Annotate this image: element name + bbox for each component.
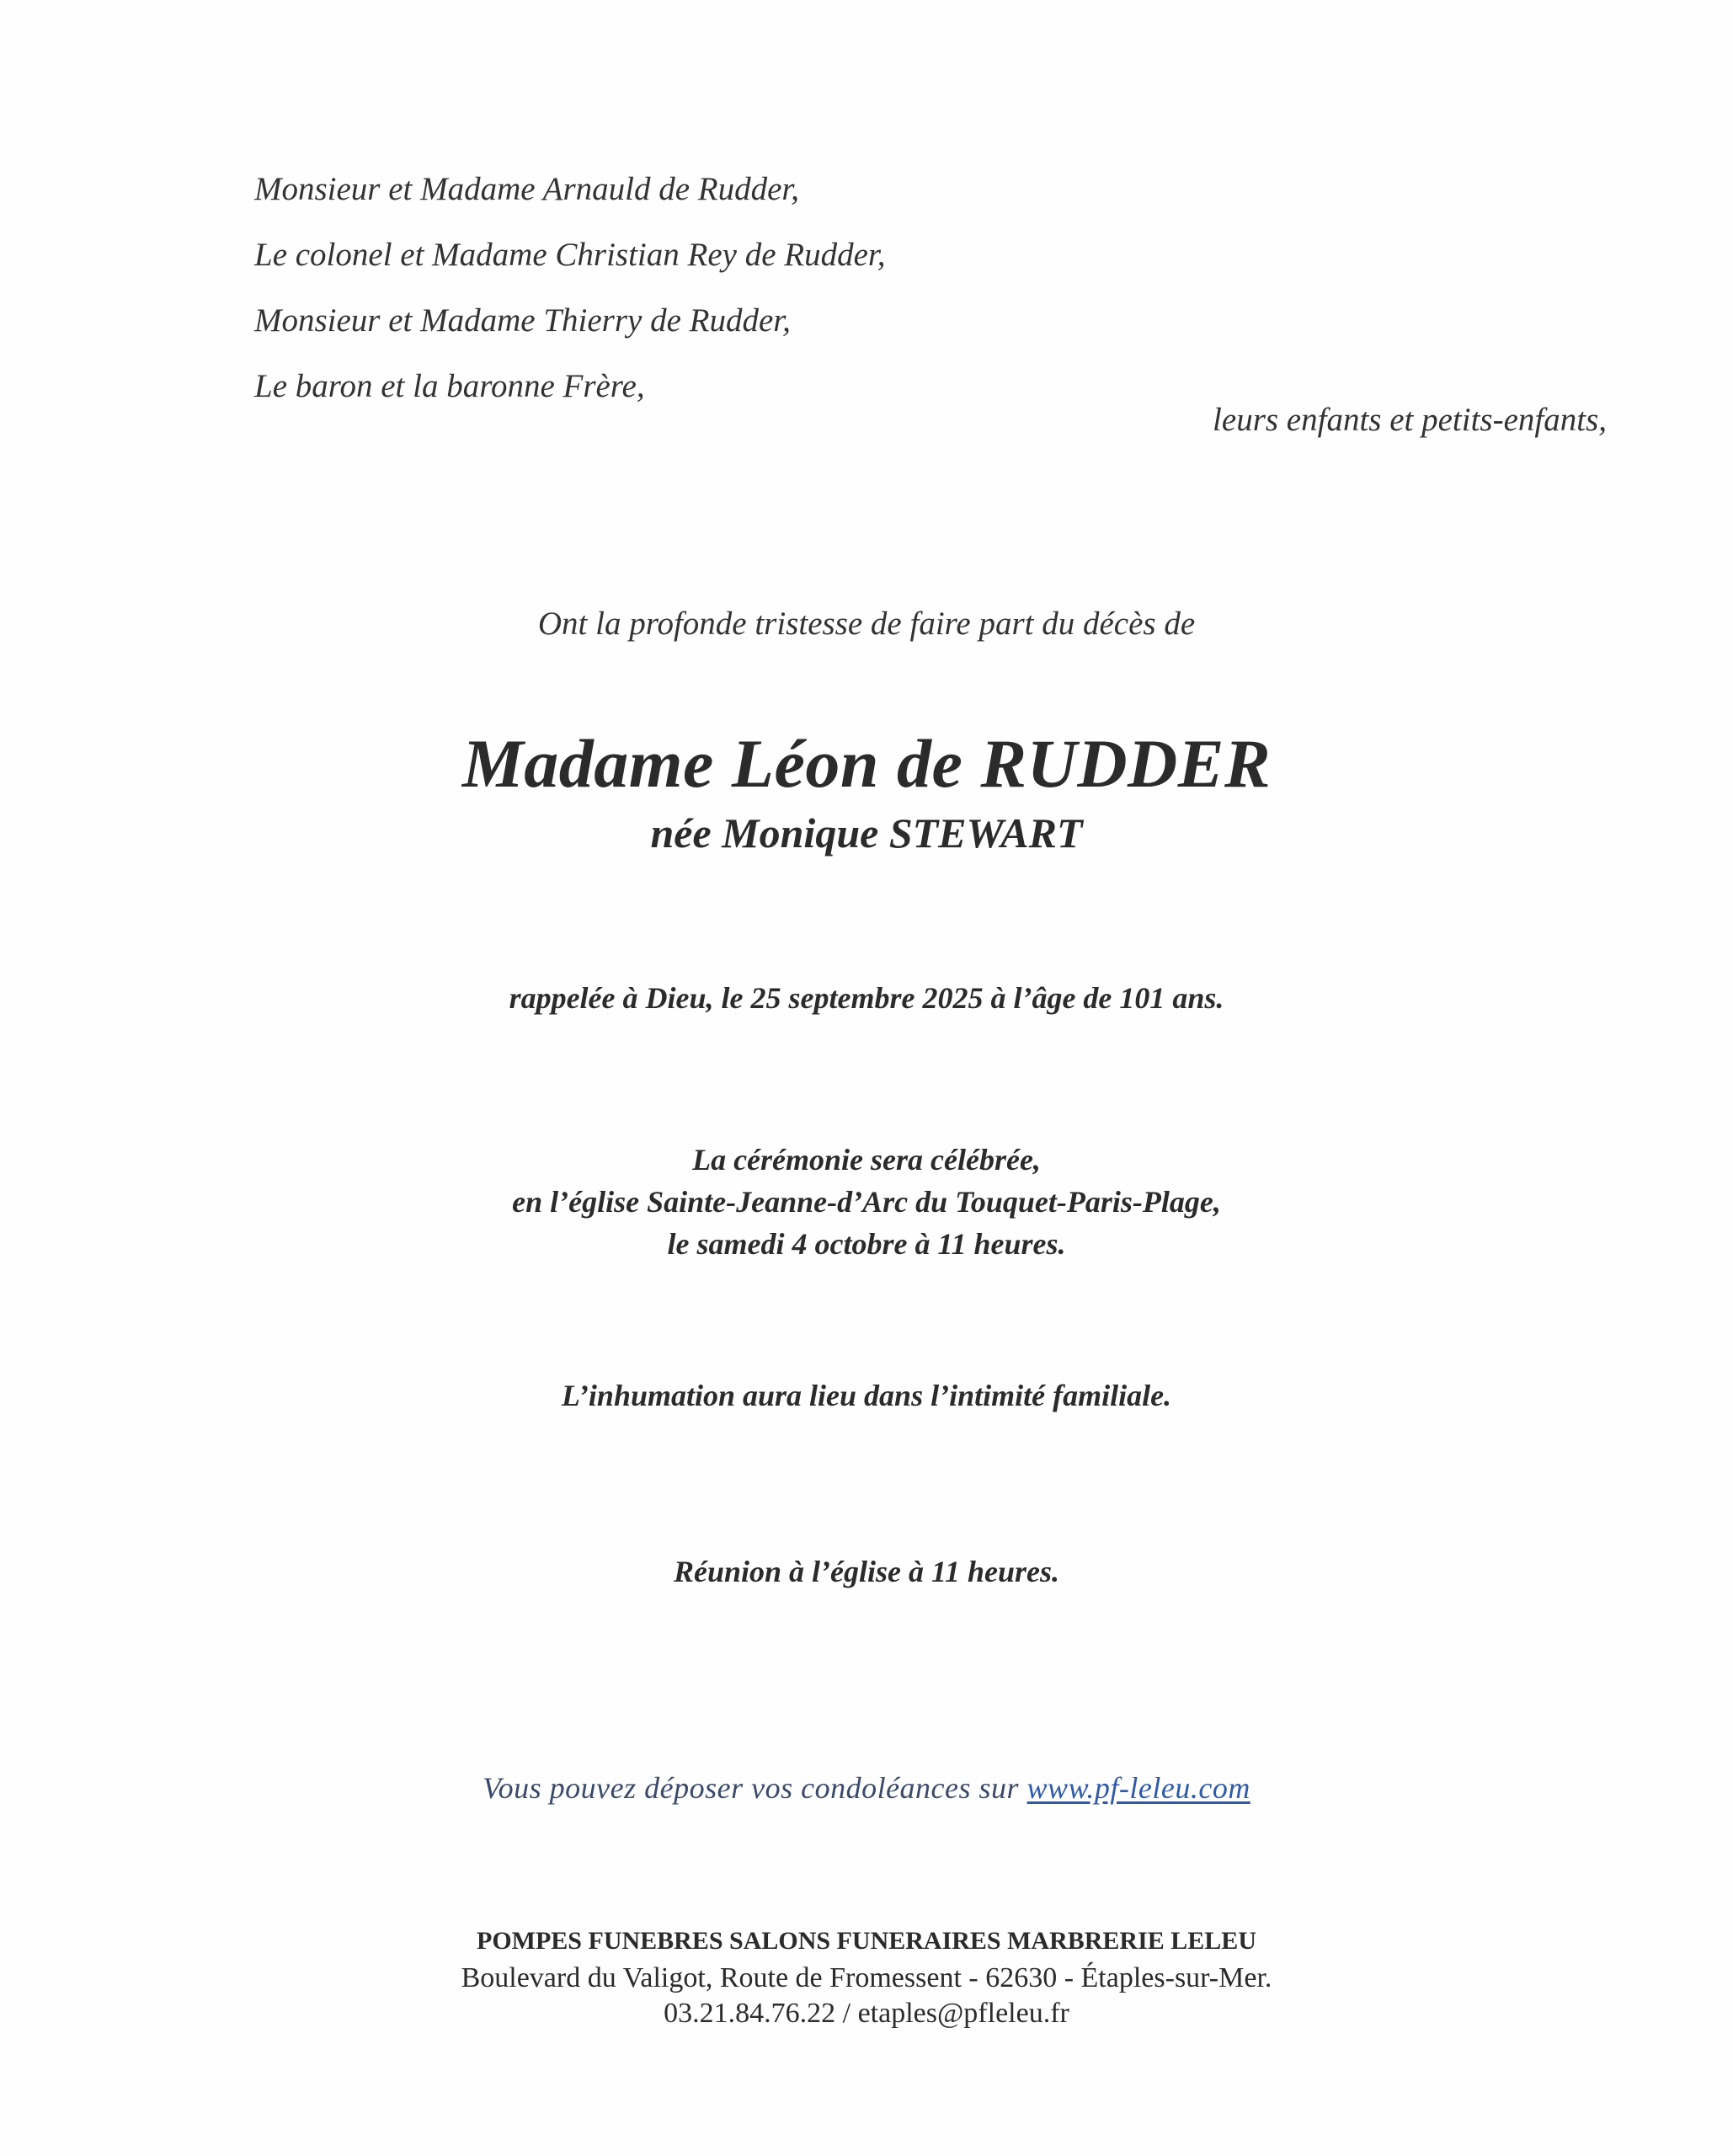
- family-line: Monsieur et Madame Thierry de Rudder,: [254, 302, 791, 339]
- reunion-line: Réunion à l’église à 11 heures.: [673, 1555, 1060, 1588]
- deceased-name: Madame Léon de RUDDER: [461, 725, 1272, 802]
- funeral-home-name: POMPES FUNEBRES SALONS FUNERAIRES MARBRERIE LELEU: [477, 1927, 1256, 1955]
- family-list: [254, 157, 886, 419]
- family-line: Le baron et la baronne Frère,: [254, 368, 645, 404]
- ceremony-line: en l’église Sainte-Jeanne-d’Arc du Touquet-Paris-Plage,: [512, 1185, 1221, 1219]
- descendants-line: leurs enfants et petits-enfants,: [1213, 402, 1607, 438]
- announcement-intro: Ont la profonde tristesse de faire part du décès de: [537, 606, 1196, 642]
- condolences-line: [0, 1770, 1733, 1806]
- funeral-home-address: Boulevard du Valigot, Route de Fromessent - 62630 - Étaples-sur-Mer.: [461, 1962, 1272, 1993]
- burial-line: L’inhumation aura lieu dans l’intimité familiale.: [561, 1379, 1172, 1412]
- ceremony-line: La cérémonie sera célébrée,: [692, 1143, 1041, 1177]
- ceremony-details: [0, 1139, 1733, 1265]
- funeral-home-contact: 03.21.84.76.22 / etaples@pfleleu.fr: [664, 1998, 1069, 2029]
- condolences-text: Vous pouvez déposer vos condoléances sur: [483, 1771, 1027, 1805]
- death-date-line: rappelée à Dieu, le 25 septembre 2025 à l’âge de 101 ans.: [509, 981, 1224, 1015]
- condolences-link[interactable]: www.pf-leleu.com: [1026, 1771, 1250, 1805]
- family-line: Monsieur et Madame Arnauld de Rudder,: [254, 171, 800, 207]
- ceremony-line: le samedi 4 octobre à 11 heures.: [667, 1227, 1066, 1261]
- maiden-name: née Monique STEWART: [650, 809, 1083, 857]
- family-line: Le colonel et Madame Christian Rey de Rudder,: [254, 237, 886, 273]
